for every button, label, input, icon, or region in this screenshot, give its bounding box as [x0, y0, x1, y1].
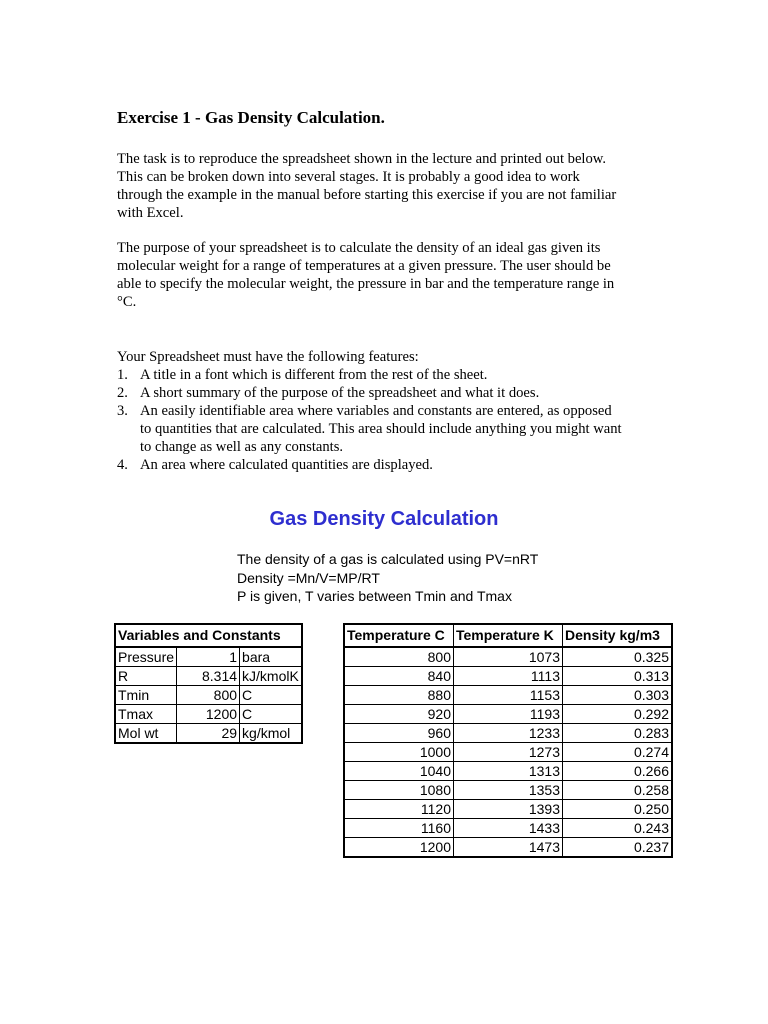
temperature-c-cell[interactable]: 840 [344, 667, 454, 686]
variable-value[interactable]: 800 [177, 686, 240, 705]
task-line: with Excel. [117, 205, 184, 221]
variable-unit[interactable]: C [240, 705, 303, 724]
temperature-c-cell[interactable]: 960 [344, 724, 454, 743]
purpose-line: able to specify the molecular weight, the pressure in bar and the temperature range in [117, 276, 615, 292]
temperature-k-cell[interactable]: 1193 [454, 705, 563, 724]
temperature-c-cell[interactable]: 920 [344, 705, 454, 724]
table-row [344, 647, 672, 667]
variable-value[interactable]: 1200 [177, 705, 240, 724]
density-cell[interactable]: 0.313 [563, 667, 673, 686]
table-row [344, 743, 672, 762]
table-row [115, 647, 302, 667]
temperature-k-cell[interactable]: 1233 [454, 724, 563, 743]
temperature-k-cell[interactable]: 1153 [454, 686, 563, 705]
table-row [344, 762, 672, 781]
sheet-title: Gas Density Calculation [269, 508, 499, 530]
exercise-title: Exercise 1 - Gas Density Calculation. [117, 108, 385, 127]
feature-line: to change as well as any constants. [140, 439, 344, 455]
table-row [344, 781, 672, 800]
table-row [115, 724, 302, 744]
variable-value[interactable]: 29 [177, 724, 240, 744]
table-row [344, 686, 672, 705]
variable-unit[interactable]: bara [240, 647, 303, 667]
density-cell[interactable]: 0.325 [563, 647, 673, 667]
density-cell[interactable]: 0.250 [563, 800, 673, 819]
table-row [344, 705, 672, 724]
temperature-k-cell[interactable]: 1433 [454, 819, 563, 838]
temperature-c-cell[interactable]: 800 [344, 647, 454, 667]
density-cell[interactable]: 0.237 [633, 839, 669, 855]
temperature-c-cell[interactable]: 1080 [344, 781, 454, 800]
variable-name[interactable]: Pressure [115, 647, 177, 667]
task-line: This can be broken down into several stages. It is probably a good idea to work [117, 169, 580, 185]
variable-unit[interactable]: C [240, 686, 303, 705]
variable-name[interactable]: Mol wt [115, 724, 177, 744]
feature-line: An area where calculated quantities are displayed. [140, 457, 433, 473]
table-row [344, 800, 672, 819]
sheet-summary [237, 550, 538, 606]
feature-line: to quantities that are calculated. This area should include anything you might want [140, 421, 622, 437]
variable-value[interactable]: 8.314 [177, 667, 240, 686]
results-header-row [344, 624, 672, 647]
variables-header: Variables and Constants [115, 624, 302, 647]
temperature-c-cell[interactable]: 1040 [344, 762, 454, 781]
temperature-c-cell[interactable]: 880 [344, 686, 454, 705]
header-temperature-c: Temperature C [344, 624, 454, 647]
temperature-k-cell[interactable]: 1473 [454, 838, 563, 858]
purpose-line: molecular weight for a range of temperatures at a given pressure. The user should be [117, 258, 611, 274]
summary-line: Density =Mn/V=MP/RT [237, 569, 380, 586]
feature-line: A short summary of the purpose of the spreadsheet and what it does. [140, 385, 540, 401]
features-intro: Your Spreadsheet must have the following features: [117, 349, 419, 365]
variable-unit[interactable]: kg/kmol [240, 724, 303, 744]
feature-item [117, 456, 677, 474]
header-density: Density kg/m3 [563, 624, 673, 647]
temperature-k-cell[interactable]: 1273 [454, 743, 563, 762]
table-row [344, 819, 672, 838]
temperature-c-cell[interactable]: 1120 [344, 800, 454, 819]
results-table [343, 623, 673, 858]
variables-header-row [115, 624, 302, 647]
purpose-line: °C. [117, 294, 137, 310]
temperature-c-cell[interactable]: 1000 [344, 743, 454, 762]
table-row [115, 705, 302, 724]
task-line: through the example in the manual before starting this exercise if you are not familiar [117, 187, 617, 203]
purpose-line: The purpose of your spreadsheet is to calculate the density of an ideal gas given its [117, 240, 601, 256]
temperature-k-cell[interactable]: 1313 [454, 762, 563, 781]
density-cell[interactable]: 0.274 [563, 743, 673, 762]
feature-number: 2. [117, 385, 128, 401]
features-list [117, 366, 677, 474]
density-cell[interactable]: 0.303 [563, 686, 673, 705]
feature-line: A title in a font which is different from the rest of the sheet. [140, 367, 488, 383]
feature-item [117, 366, 677, 384]
header-temperature-k: Temperature K [454, 624, 563, 647]
variables-table [114, 623, 303, 744]
feature-number: 1. [117, 367, 128, 383]
density-cell[interactable]: 0.243 [563, 819, 673, 838]
table-row [344, 838, 672, 858]
feature-line: An easily identifiable area where variables and constants are entered, as opposed [140, 403, 612, 419]
variable-name[interactable]: R [115, 667, 177, 686]
table-row [115, 686, 302, 705]
temperature-k-cell[interactable]: 1113 [454, 667, 563, 686]
temperature-k-cell[interactable]: 1393 [454, 800, 563, 819]
table-row [344, 667, 672, 686]
summary-line: The density of a gas is calculated using PV=nRT [237, 551, 539, 567]
table-row [115, 667, 302, 686]
temperature-c-cell[interactable]: 1160 [344, 819, 454, 838]
density-cell[interactable]: 0.292 [563, 705, 673, 724]
temperature-c-cell[interactable]: 1200 [344, 838, 454, 858]
variable-name[interactable]: Tmin [115, 686, 177, 705]
task-paragraph [117, 150, 657, 222]
table-row [344, 724, 672, 743]
density-cell[interactable]: 0.266 [563, 762, 673, 781]
summary-line: P is given, T varies between Tmin and Tmax [237, 588, 512, 604]
feature-number: 4. [117, 457, 128, 473]
variable-unit[interactable]: kJ/kmolK [240, 667, 303, 686]
feature-item [117, 402, 677, 456]
temperature-k-cell[interactable]: 1073 [454, 647, 563, 667]
density-cell[interactable]: 0.283 [563, 724, 673, 743]
feature-item [117, 384, 677, 402]
task-line: The task is to reproduce the spreadsheet shown in the lecture and printed out below. [117, 151, 607, 167]
feature-number: 3. [117, 403, 128, 419]
density-cell[interactable]: 0.258 [563, 781, 673, 800]
variable-name[interactable]: Tmax [115, 705, 177, 724]
variable-value[interactable]: 1 [177, 647, 240, 667]
temperature-k-cell[interactable]: 1353 [454, 781, 563, 800]
purpose-paragraph [117, 239, 657, 311]
